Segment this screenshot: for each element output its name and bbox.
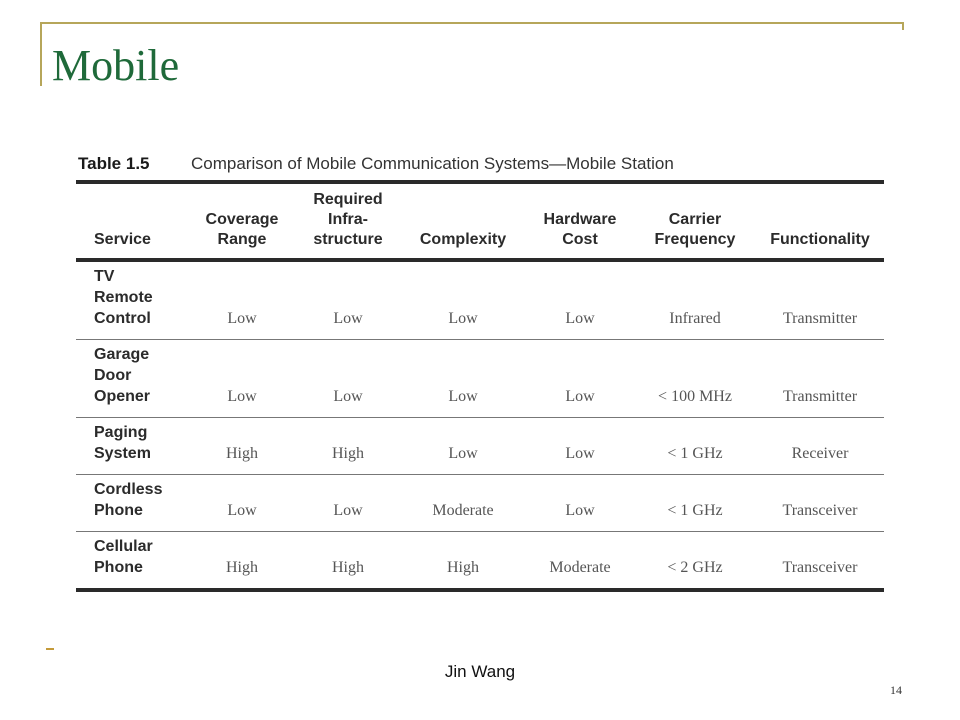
table-cell: Moderate [549,559,611,576]
column-header [756,184,884,258]
table-cell: Low [565,388,595,405]
column-header-line: structure [313,231,383,248]
table-label: Table 1.5 [78,154,150,173]
table-cell: Transceiver [782,559,858,576]
slide-title: Mobile [52,41,180,90]
service-name-line: Opener [94,388,151,405]
comparison-table [76,184,884,258]
table-cell: Low [565,310,595,327]
table-cell: Low [565,502,595,519]
service-cell [76,262,188,340]
column-header-line: Hardware [543,211,617,228]
table-cell: High [332,445,364,462]
slide-frame-left-line [40,22,42,86]
table-cell: Low [565,445,595,462]
table-cell: High [226,559,258,576]
service-name-line: System [94,445,151,462]
column-header-line: Infra- [328,211,368,228]
decorative-dash [46,648,54,650]
table-cell: Low [448,445,478,462]
table-cell: < 2 GHz [667,559,723,576]
slide-frame-top-line [40,22,904,24]
service-name-line: Remote [94,289,153,306]
column-header-line: Frequency [654,231,736,248]
table-cell: Low [227,502,257,519]
service-name-line: Garage [94,346,150,363]
service-cell [76,532,188,589]
table-row [76,340,884,418]
service-name-line: TV [94,268,115,285]
table-cell: High [447,559,479,576]
slide-frame-right-tick [902,22,904,30]
column-header-line: Service [94,231,151,248]
table-cell: Low [448,310,478,327]
column-header-line: Range [217,231,267,248]
table-cell: High [226,445,258,462]
service-name-line: Paging [94,424,148,441]
service-name-line: Phone [94,502,143,519]
table-row [76,475,884,532]
column-header-line: Coverage [205,211,279,228]
service-cell [76,418,188,475]
table-figure [76,150,884,592]
table-row [76,418,884,475]
table-row [76,532,884,589]
column-header-line: Cost [562,231,598,248]
table-cell: < 1 GHz [667,502,723,519]
table-cell: Low [227,388,257,405]
table-cell: Infrared [669,310,721,327]
table-cell: High [332,559,364,576]
service-cell [76,475,188,532]
table-cell: Moderate [432,502,494,519]
column-header-line: Functionality [770,231,870,248]
table-caption [76,150,884,180]
table-cell: < 100 MHz [658,388,732,405]
table-cell: Receiver [791,445,849,462]
service-name-line: Door [94,367,132,384]
service-name-line: Phone [94,559,143,576]
table-cell: Transceiver [782,502,858,519]
service-name-line: Control [94,310,151,327]
column-header [526,184,634,258]
footer-author: Jin Wang [444,662,516,681]
table-row [76,262,884,340]
table-cell: Low [333,502,363,519]
column-header [188,184,296,258]
table-cell: Low [227,310,257,327]
table-cell: Transmitter [782,310,858,327]
column-header [76,184,188,258]
service-cell [76,340,188,418]
table-caption-text: Comparison of Mobile Communication Systems—Mobile Station [191,154,674,173]
table-cell: Transmitter [782,388,858,405]
table-cell: Low [333,388,363,405]
column-header [296,184,400,258]
table-cell: < 1 GHz [667,445,723,462]
service-name-line: Cellular [94,538,153,555]
column-header [634,184,756,258]
page-number: 14 [890,683,902,697]
column-header-line: Required [313,191,383,208]
table-bottom-rule [76,588,884,592]
table-cell: Low [448,388,478,405]
table-cell: Low [333,310,363,327]
comparison-table-body [76,262,884,588]
service-name-line: Cordless [94,481,163,498]
column-header-line: Carrier [668,211,722,228]
column-header-line: Complexity [419,231,507,248]
column-header [400,184,526,258]
table-header-row [76,184,884,258]
